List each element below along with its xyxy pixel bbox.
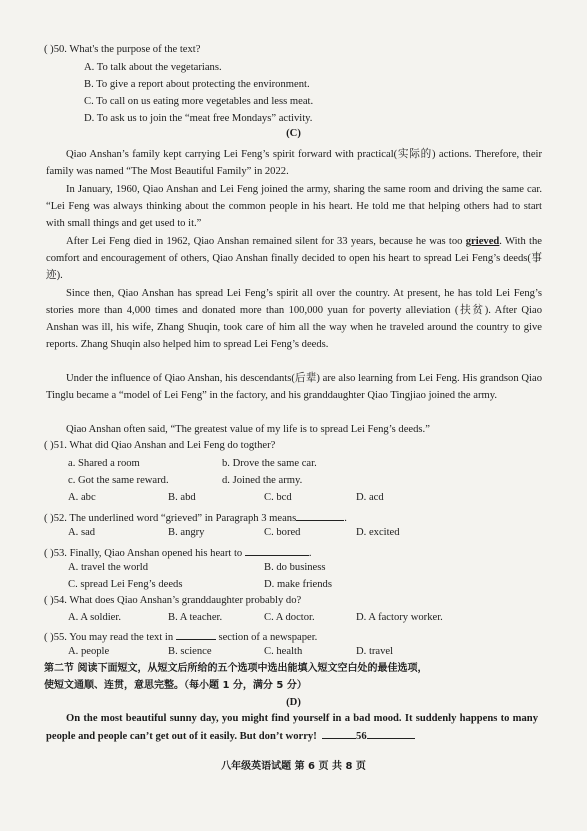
- question-51-option-b: B. abd: [168, 492, 196, 503]
- question-51-item-b: b. Drove the same car.: [222, 458, 317, 469]
- question-50-option-b: B. To give a report about protecting the environment.: [84, 79, 310, 90]
- question-55-stem: ( )55. You may read the text in section of a newspaper.: [44, 628, 317, 645]
- question-51-option-c: C. bcd: [264, 492, 292, 503]
- question-51-item-a: a. Shared a room: [68, 458, 140, 469]
- question-54-option-d: D. A factory worker.: [356, 612, 443, 623]
- question-54-option-c: C. A doctor.: [264, 612, 315, 623]
- page-footer: 八年级英语试题 第 6 页 共 8 页: [221, 761, 366, 772]
- question-53-option-d: D. make friends: [264, 579, 332, 590]
- answer-blank: [245, 544, 309, 556]
- question-52-option-a: A. sad: [68, 527, 96, 538]
- passage-c-paragraph-6: Qiao Anshan often said, “The greatest value of my life is to spread Lei Feng’s deeds.”: [66, 424, 430, 435]
- underlined-word-grieved: grieved: [465, 236, 500, 247]
- question-55-option-b: B. science: [168, 646, 212, 657]
- question-53-option-a: A. travel the world: [68, 562, 149, 573]
- question-51-option-d: D. acd: [356, 492, 384, 503]
- question-51-item-c: c. Got the same reward.: [68, 475, 169, 486]
- question-54-stem: ( )54. What does Qiao Anshan’s granddaughter probably do?: [44, 595, 302, 606]
- question-51-item-d: d. Joined the army.: [222, 475, 303, 486]
- passage-d-paragraph-1: On the most beautiful sunny day, you might find yourself in a bad mood. It suddenly happens to many people and people can’t get out of it easily. But don’t worry! 56: [46, 713, 538, 743]
- question-53-option-c: C. spread Lei Feng’s deeds: [68, 579, 183, 590]
- question-52-stem: ( )52. The underlined word “grieved” in Paragraph 3 means .: [44, 509, 347, 526]
- passage-c-paragraph-4: Since then, Qiao Anshan has spread Lei Feng’s spirit all over the country. At present, he has told Lei Feng’s stories more than 4,000 times and donated more than 100,000 yuan for poverty alleviation (扶贫). After Qiao Anshan was ill, his wife, Zhang Shuqin, took care of him all the way when he traveled around the country to give reports. Zhang Shuqin also helped him to spread Lei Feng’s deeds.: [46, 288, 542, 351]
- question-50-stem: ( )50. What's the purpose of the text?: [44, 44, 201, 55]
- question-50-option-a: A. To talk about the vegetarians.: [84, 62, 222, 73]
- question-55-option-a: A. people: [68, 646, 110, 657]
- passage-c-paragraph-1: Qiao Anshan’s family kept carrying Lei Feng’s spirit forward with practical(实际的) actions. Therefore, their family was named “The Most Beautiful Family” in 2022.: [46, 149, 542, 178]
- passage-c-paragraph-2: In January, 1960, Qiao Anshan and Lei Feng joined the army, sharing the same room and driving the same car. “Lei Feng was always thinking about the common people in his heart. He told me that helping others had to start with small things and get used to it.”: [46, 184, 542, 230]
- question-54-option-b: B. A teacher.: [168, 612, 223, 623]
- question-53-option-b: B. do business: [264, 562, 326, 573]
- section-2-instruction-line-1: 第二节 阅读下面短文，从短文后所给的五个选项中选出能填入短文空白处的最佳选项，: [44, 663, 428, 674]
- passage-c-paragraph-5: Under the influence of Qiao Anshan, his descendants(后辈) are also learning from Lei Feng. His grandson Qiao Tinglu became a “model of Lei Feng” in the factory, and his granddaughter Qiao Tingjiao joined the army.: [46, 373, 542, 402]
- question-52-option-d: D. excited: [356, 527, 400, 538]
- answer-blank: [296, 509, 344, 521]
- question-50-option-d: D. To ask us to join the “meat free Mondays” activity.: [84, 113, 313, 124]
- passage-c-paragraph-3: After Lei Feng died in 1962, Qiao Anshan remained silent for 33 years, because he was too grieved. With the comfort and encouragement of others, Qiao Anshan finally decided to open his heart to spread Lei Feng’s deeds(事迹).: [46, 236, 542, 282]
- question-51-stem: ( )51. What did Qiao Anshan and Lei Feng do togther?: [44, 440, 276, 451]
- blank-number-56: 56: [356, 731, 367, 743]
- question-51-option-a: A. abc: [68, 492, 96, 503]
- question-52-option-b: B. angry: [168, 527, 205, 538]
- section-d-title: (D): [286, 697, 301, 708]
- section-2-instruction-line-2: 使短文通顺、连贯，意思完整。（每小题 1 分，满分 5 分）: [44, 680, 307, 691]
- answer-blank: [367, 727, 415, 739]
- answer-blank: [176, 628, 216, 640]
- question-54-option-a: A. A soldier.: [68, 612, 121, 623]
- question-55-option-d: D. travel: [356, 646, 394, 657]
- question-55-option-c: C. health: [264, 646, 303, 657]
- question-53-stem: ( )53. Finally, Qiao Anshan opened his heart to .: [44, 544, 312, 561]
- question-50-option-c: C. To call on us eating more vegetables and less meat.: [84, 96, 314, 107]
- section-c-title: (C): [286, 128, 301, 139]
- question-52-option-c: C. bored: [264, 527, 301, 538]
